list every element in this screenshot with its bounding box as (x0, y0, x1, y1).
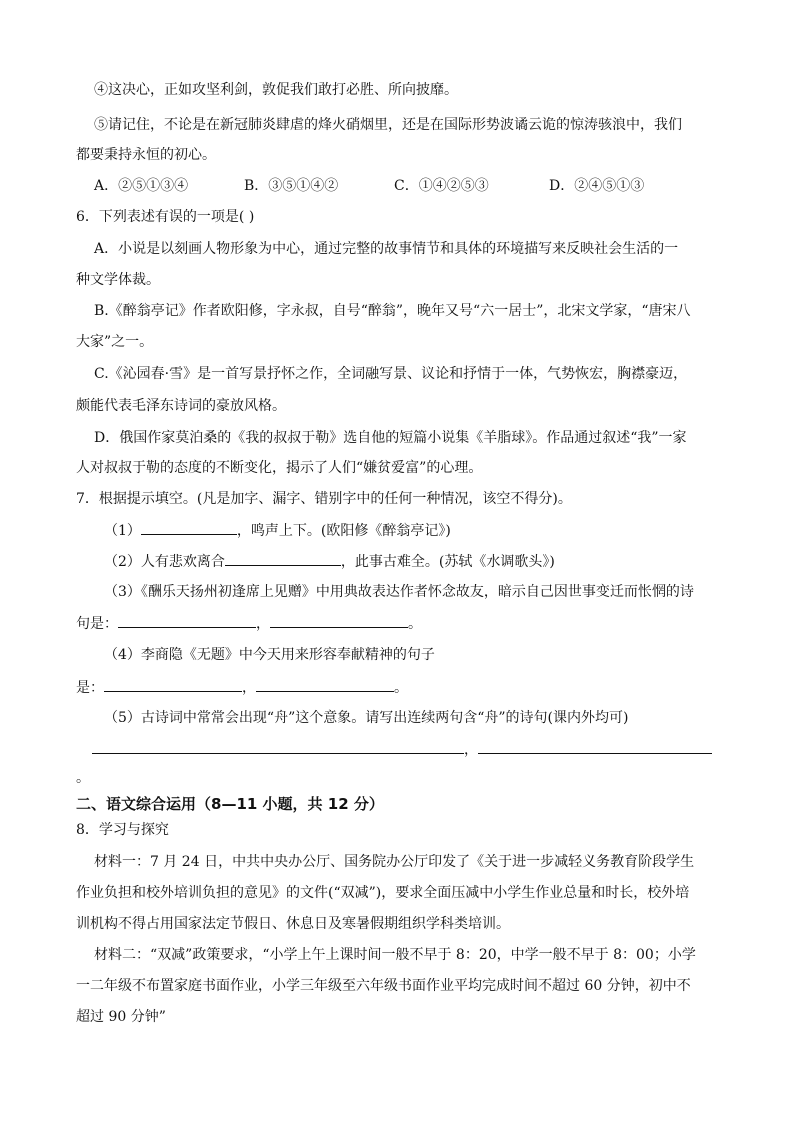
q7-item-1-number: （1） (104, 523, 141, 539)
q5-option-a[interactable]: A．②⑤①③④ (94, 178, 189, 194)
q7-blank-3a[interactable] (118, 613, 256, 628)
q7-item-5-line2 (92, 739, 712, 760)
q6-option-c-line1: C.《沁园春·雪》是一首写景抒怀之作，全词融写景、议论和抒情于一体，气势恢宏，胸襟豪迈， (94, 366, 688, 382)
q6-option-d-line1: D．俄国作家莫泊桑的《我的叔叔于勒》选自他的短篇小说集《羊脂球》。作品通过叙述“我”一家 (94, 430, 687, 446)
q7-item-3-period: 。 (408, 616, 422, 632)
q7-item-3-comma: ， (256, 616, 270, 632)
q7-blank-1[interactable] (141, 520, 237, 535)
q8-material-1-line3: 训机构不得占用国家法定节假日、休息日及寒暑假期组织学科类培训。 (76, 916, 510, 932)
q8-stem: 8．学习与探究 (76, 822, 169, 838)
q5-item-4: ④这决心，正如攻坚利剑，敦促我们敢打必胜、所向披靡。 (94, 82, 458, 98)
q7-blank-5a[interactable] (92, 739, 464, 754)
q5-item-5-line1: ⑤请记住，不论是在新冠肺炎肆虐的烽火硝烟里，还是在国际形势波谲云诡的惊涛骇浪中，我们 (94, 117, 682, 133)
q7-blank-2[interactable] (225, 551, 341, 566)
q8-material-2-line3: 超过 90 分钟” (76, 1009, 166, 1025)
q7-item-4-period: 。 (394, 680, 408, 696)
q7-item-4-prefix: 是： (76, 680, 104, 696)
q8-material-2-line1: 材料二：“双减”政策要求，“小学上午上课时间一般不早于 8：20，中学一般不早于 8：00；小学 (94, 947, 696, 963)
q7-item-1 (104, 520, 451, 541)
q5-option-d[interactable]: D．②④⑤①③ (549, 178, 645, 194)
section-2-title: 二、语文综合运用（8—11 小题，共 12 分） (76, 795, 384, 813)
q7-blank-3b[interactable] (270, 613, 408, 628)
q6-option-d-line2: 人对叔叔于勒的态度的不断变化，揭示了人们“嫌贫爱富”的心理。 (76, 460, 483, 476)
q7-item-3-line2 (76, 613, 422, 634)
q6-option-a-line1: A．小说是以刻画人物形象为中心，通过完整的故事情节和具体的环境描写来反映社会生活的一 (94, 241, 679, 257)
q6-option-a-line2: 种文学体裁。 (76, 272, 160, 288)
q7-item-5-comma: ， (464, 742, 478, 758)
q7-blank-4b[interactable] (256, 677, 394, 692)
q7-item-2-text: ，此事古难全。(苏轼《水调歌头》) (340, 554, 555, 570)
q6-option-b-line1: B.《醉翁亭记》作者欧阳修，字永叔，自号“醉翁”，晚年又号“六一居士”，北宋文学家，“唐宋八 (94, 303, 691, 319)
q7-item-5-line1: （5）古诗词中常常会出现“舟”这个意象。请写出连续两句含“舟”的诗句(课内外均可) (104, 710, 629, 726)
q5-option-b[interactable]: B．③⑤①④② (244, 178, 339, 194)
q7-item-5-period: 。 (76, 770, 90, 786)
q7-blank-5b[interactable] (478, 739, 712, 754)
q7-item-4-line1: （4）李商隐《无题》中今天用来形容奉献精神的句子 (104, 647, 435, 663)
q6-stem: 6．下列表述有误的一项是( ) (76, 209, 255, 225)
q8-material-1-line2: 作业负担和校外培训负担的意见》的文件(“双减”)，要求全面压减中小学生作业总量和时长，校外培 (76, 885, 690, 901)
q7-item-2-prefix: （2）人有悲欢离合 (104, 554, 225, 570)
q7-item-3-prefix: 句是： (76, 616, 118, 632)
q7-item-1-text: ，鸣声上下。(欧阳修《醉翁亭记》) (236, 523, 451, 539)
q7-item-4-comma: ， (242, 680, 256, 696)
q7-blank-4a[interactable] (104, 677, 242, 692)
q6-option-b-line2: 大家”之一。 (76, 334, 154, 350)
q5-options (94, 176, 644, 196)
q5-option-c[interactable]: C．①④②⑤③ (394, 178, 489, 194)
q7-stem: 7．根据提示填空。(凡是加字、漏字、错别字中的任何一种情况，该空不得分)。 (76, 491, 572, 507)
q8-material-1-line1: 材料一：7 月 24 日，中共中央办公厅、国务院办公厅印发了《关于进一步减轻义务教育阶段学生 (94, 854, 695, 870)
q5-item-5-line2: 都要秉持永恒的初心。 (76, 147, 216, 163)
q6-option-c-line2: 颇能代表毛泽东诗词的豪放风格。 (76, 398, 286, 414)
q7-item-2 (104, 551, 555, 572)
q7-item-3-line1: （3）《酬乐天扬州初逢席上见赠》中用典故表达作者怀念故友，暗示自己因世事变迁而怅惘的诗 (104, 584, 694, 600)
q8-material-2-line2: 一二年级不布置家庭书面作业，小学三年级至六年级书面作业平均完成时间不超过 60 分钟，初中不 (76, 978, 691, 994)
q7-item-4-line2 (76, 677, 408, 698)
